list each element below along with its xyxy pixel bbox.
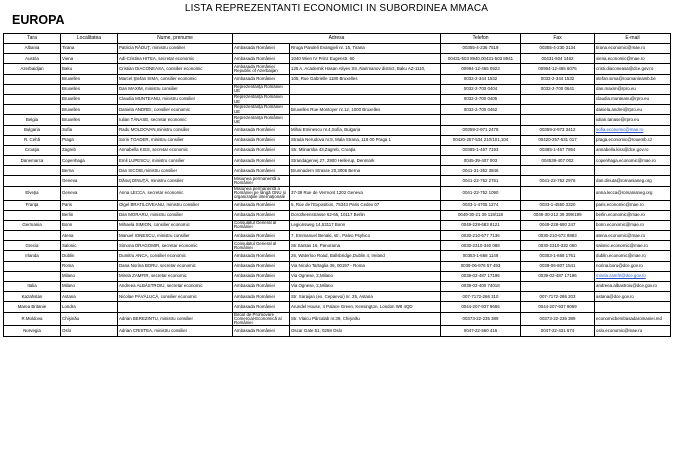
institution-cell: Reprezentanţa României UE xyxy=(233,94,290,104)
fax-cell: 00355-4-230 3134 xyxy=(521,44,595,54)
page-title: LISTA REPREZENTANTI ECONOMICI IN SUBORDINEA MMACA xyxy=(184,3,489,14)
fax-cell: 00431-504 1462 xyxy=(521,54,595,64)
country-cell: Irlanda xyxy=(4,251,61,261)
phone-cell: 0045-39-407 003 xyxy=(441,156,521,166)
city-cell: Bruxelles xyxy=(61,115,118,125)
city-cell: Bruxelles xyxy=(61,94,118,104)
country-cell: Croaţia xyxy=(4,145,61,155)
country-cell: Danemarca xyxy=(4,156,61,166)
fax-cell: 0047-22-431 674 xyxy=(521,326,595,336)
name-cell: Dan MORARU, ministru consilier xyxy=(118,210,233,220)
fax-cell: 007-7172-286 203 xyxy=(521,292,595,302)
name-cell: Manuel IONESCU, ministru consilier xyxy=(118,231,233,241)
city-cell: Atena xyxy=(61,231,118,241)
name-cell: Radu MOLDOVAN,ministru consilier xyxy=(118,125,233,135)
email-cell: iulian.tanase@rpro.eu xyxy=(595,115,671,125)
country-cell: Kazahstan xyxy=(4,292,61,302)
table-row xyxy=(4,54,671,64)
table-row xyxy=(4,176,671,186)
institution-cell: Ambasada României Republic of Azerbaijan xyxy=(233,64,290,74)
institution-cell: Reprezentanţa României UE xyxy=(233,115,290,125)
institution-cell: Ambasada României xyxy=(233,282,290,292)
country-cell xyxy=(4,94,61,104)
city-cell: Bruxelles xyxy=(61,84,118,94)
institution-cell: Misiunea permanentă a României pe lângă ONU şi organizaţiile internaţionale xyxy=(233,186,290,200)
institution-cell: Ambasada României xyxy=(233,135,290,145)
header-localitatea: Localitatea xyxy=(61,34,118,44)
country-cell: Azerbaidjan xyxy=(4,64,61,74)
phone-cell: 00353-1-668 1149 xyxy=(441,251,521,261)
email-cell: economicbembasadaromaniei.md xyxy=(595,312,671,326)
table-row xyxy=(4,64,671,74)
country-cell: Germania xyxy=(4,220,61,230)
phone-cell: 0039-02-487 17196 xyxy=(441,271,521,281)
name-cell: Patricia RĂDUŢ, ministru consilier xyxy=(118,44,233,54)
table-row xyxy=(4,292,671,302)
phone-cell: 0041-31-352 3846 xyxy=(441,166,521,176)
city-cell: Londra xyxy=(61,302,118,312)
institution-cell: Reprezentanţa României UE xyxy=(233,105,290,115)
name-cell: Adrian CRISTEA, ministru consilier xyxy=(118,326,233,336)
city-cell: Tirana xyxy=(61,44,118,54)
institution-cell: Biroul de Promovare Comercial-Economică al României xyxy=(233,312,290,326)
address-cell: Brunnadern Strasse 20,3006 Berna xyxy=(290,166,441,176)
institution-cell: Ambasada României xyxy=(233,200,290,210)
city-cell: Geneva xyxy=(61,176,118,186)
name-cell: Mihaela SIMION, consilier economic xyxy=(118,220,233,230)
phone-cell: 0047-22-560 416 xyxy=(441,326,521,336)
fax-cell: 0041-22-752 2976 xyxy=(521,176,595,186)
address-cell: 26, Waterloo Road, Ballsbridge,Dublin 4, Ireland xyxy=(290,251,441,261)
email-cell: norina.boru@dce.gov.ro xyxy=(595,261,671,271)
city-cell: Milano xyxy=(61,271,118,281)
address-cell: 37-39 Rue de Vermont 1202 Geneva xyxy=(290,186,441,200)
institution-cell: Ambasada României xyxy=(233,44,290,54)
table-header-row xyxy=(4,34,671,44)
table-row xyxy=(4,74,671,84)
fax-cell xyxy=(521,186,595,200)
fax-cell xyxy=(521,166,595,176)
country-cell: R. Cehă xyxy=(4,135,61,145)
address-cell: 7, Emmanuel Benaki, str., Paleo Psyhico xyxy=(290,231,441,241)
phone-cell: 0030-2310-340 088 xyxy=(441,241,521,251)
name-cell: Sorin TOADER, ministru consilier xyxy=(118,135,233,145)
name-cell: Dănuţ DINUŢĂ, ministru consilier xyxy=(118,176,233,186)
address-cell: Via Ognese, 2,Milano xyxy=(290,282,441,292)
fax-cell xyxy=(521,105,595,115)
institution-cell: Ambasada României xyxy=(233,271,290,281)
table-row xyxy=(4,156,671,166)
phone-cell: 00373-22-235 389 xyxy=(441,312,521,326)
table-row xyxy=(4,326,671,336)
table-row xyxy=(4,105,671,115)
country-cell xyxy=(4,166,61,176)
institution-cell: Reprezentanţa României UE xyxy=(233,84,290,94)
city-cell: Milano xyxy=(61,282,118,292)
city-cell: Bruxelles xyxy=(61,105,118,115)
country-cell xyxy=(4,231,61,241)
institution-cell: Ambasada României xyxy=(233,251,290,261)
table-row xyxy=(4,241,671,251)
address-cell xyxy=(290,115,441,125)
country-cell: Franţa xyxy=(4,200,61,210)
institution-cell: Misiunea permanentă a României xyxy=(233,176,290,186)
table-row xyxy=(4,186,671,200)
city-cell: Paris xyxy=(61,200,118,210)
table-row xyxy=(4,210,671,220)
fax-cell: 00359-2-973 3412 xyxy=(521,125,595,135)
address-cell: Via Ognese, 2,Milano xyxy=(290,271,441,281)
name-cell xyxy=(118,302,233,312)
city-cell: Sofia xyxy=(61,125,118,135)
address-cell xyxy=(290,94,441,104)
name-cell: Adi-Cristina HITEA, secretar economic xyxy=(118,54,233,64)
email-cell: dan.dinuta@romanianeg.org xyxy=(595,176,671,186)
fax-cell: 0039-06-807 1541 xyxy=(521,261,595,271)
fax-cell: 0032-2-344 1532 xyxy=(521,74,595,84)
address-cell: Str. Mlinarska 43,Zagreb, Croaţia xyxy=(290,145,441,155)
institution-cell: Ambasada României xyxy=(233,261,290,271)
address-cell: Str. Saraijan (ex. Cepaevoi) nr. 25, Astana xyxy=(290,292,441,302)
institution-cell: Ambasada României xyxy=(233,326,290,336)
address-cell: Bruxelles Rue Montoyer nr.12, 1000 Bruxelles xyxy=(290,105,441,115)
email-cell: berlin.economic@mae.ro xyxy=(595,210,671,220)
email-cell: anna.lecca@romanianeg.org xyxy=(595,186,671,200)
table-row xyxy=(4,115,671,125)
country-cell xyxy=(4,105,61,115)
city-cell: Salonic xyxy=(61,241,118,251)
fax-cell: 00385-1-467 7854 xyxy=(521,145,595,155)
name-cell: Olgel BRATILOVEANU, ministru consilier xyxy=(118,200,233,210)
city-cell: Geneva xyxy=(61,186,118,200)
table-row xyxy=(4,135,671,145)
phone-cell xyxy=(441,115,521,125)
city-cell: Berna xyxy=(61,166,118,176)
phone-cell: 0030-210-677 7136 xyxy=(441,231,521,241)
phone-cell: 0049-228-683 8121 xyxy=(441,220,521,230)
table-row xyxy=(4,125,671,135)
email-cell: claudia.munteanu@rpro.eu xyxy=(595,94,671,104)
country-cell: Belgia xyxy=(4,115,61,125)
header-email: E-mail xyxy=(595,34,671,44)
table-row xyxy=(4,282,671,292)
country-cell: Grecia xyxy=(4,241,61,251)
phone-cell: 0032-2-700 0404 xyxy=(441,84,521,94)
city-cell: Dublin xyxy=(61,251,118,261)
phone-cell: 00385-1-467 7193 xyxy=(441,145,521,155)
table-row xyxy=(4,261,671,271)
address-cell: 105, Rue Gabrielle 1180 Bruxelles xyxy=(290,74,441,84)
country-cell: Norvegia xyxy=(4,326,61,336)
email-cell: salonic.economic@mae.ro xyxy=(595,241,671,251)
email-cell: copenhaga.economic@mae.ro xyxy=(595,156,671,166)
email-cell: dublin.economic@mae.ro xyxy=(595,251,671,261)
country-cell: Marea Britanie xyxy=(4,302,61,312)
country-cell: Bulgaria xyxy=(4,125,61,135)
address-cell: Strada Nerudova nr.5, Mala Strana, 118 00 Praga 1 xyxy=(290,135,441,145)
fax-cell xyxy=(521,94,595,104)
country-cell: Elveţia xyxy=(4,186,61,200)
city-cell: Zagreb xyxy=(61,145,118,155)
email-cell: oslo.economic@mae.ro xyxy=(595,326,671,336)
fax-cell xyxy=(521,282,595,292)
table-row xyxy=(4,44,671,54)
address-cell: Mihai Eminescu nr.4,Sofia, Bulgaria xyxy=(290,125,441,135)
email-cell[interactable]: mirela.zamfir@dce.gov.ro xyxy=(595,271,671,281)
email-cell: andreea.albastroiu@dce.gov.ro xyxy=(595,282,671,292)
fax-cell: 00353-1-668 1761 xyxy=(521,251,595,261)
phone-cell: 00359-2-971 2478 xyxy=(441,125,521,135)
phone-cell: 0044-207-937 9666 xyxy=(441,302,521,312)
table-row xyxy=(4,271,671,281)
email-cell xyxy=(595,302,671,312)
name-cell: Dana Norina BORU, secretar economic xyxy=(118,261,233,271)
name-cell: Nicolae PĂVĂLUCĂ, consilier economic xyxy=(118,292,233,302)
city-cell: Berlin xyxy=(61,210,118,220)
institution-cell: Ambasada României xyxy=(233,156,290,166)
name-cell: Mirela ZAMFIR, secretar economic xyxy=(118,271,233,281)
city-cell: Roma xyxy=(61,261,118,271)
phone-cell: 0033-1-4705 1274 xyxy=(441,200,521,210)
email-cell: annabella.kiss@dce.gov.ro xyxy=(595,145,671,155)
phone-cell: 007-7172-266 310 xyxy=(441,292,521,302)
header-adresa: Adresa xyxy=(233,34,441,44)
header-tara: Tara xyxy=(4,34,61,44)
name-cell: Marcel Ştefan SIMA, consilier economic xyxy=(118,74,233,84)
email-cell: stefan.sima@roumanieamb.be xyxy=(595,74,671,84)
email-cell xyxy=(595,166,671,176)
name-cell: Annabella KISS, secretar economic xyxy=(118,145,233,155)
address-cell xyxy=(290,176,441,186)
country-cell: R.Moldova xyxy=(4,312,61,326)
table-row xyxy=(4,145,671,155)
name-cell: Claudia MUNTEANU, ministru consilier xyxy=(118,94,233,104)
name-cell: Dan SICOIE,ministru consilier xyxy=(118,166,233,176)
institution-cell: Ambasada României xyxy=(233,125,290,135)
institution-cell: Ambasada României xyxy=(233,145,290,155)
name-cell: Simona DRAGOMIR, secretar economic xyxy=(118,241,233,251)
city-cell: Baku xyxy=(61,64,118,74)
table-row xyxy=(4,302,671,312)
name-cell: Iulian TĂNASE, secretar economic xyxy=(118,115,233,125)
name-cell: Dan MAXIM, ministru consilier xyxy=(118,84,233,94)
address-cell: 125 A, Academik Hasan Aliyev Str.,Narimanov district, Baku AZ-1110, xyxy=(290,64,441,74)
name-cell: Anna LECCA, secretar economic xyxy=(118,186,233,200)
email-cell: atena.economic@mae.ro xyxy=(595,231,671,241)
phone-cell: 00355-4-236 7519 xyxy=(441,44,521,54)
institution-cell: Consulatul General al României xyxy=(233,220,290,230)
country-cell xyxy=(4,210,61,220)
name-cell: Cristian DIACONEASA, consilier economic xyxy=(118,64,233,74)
table-row xyxy=(4,200,671,210)
email-cell: cristi.diaconeasa@dce.gov.ro xyxy=(595,64,671,74)
country-cell: Italia xyxy=(4,282,61,292)
phone-cell: 0032-2-700 0405 xyxy=(441,94,521,104)
fax-cell: 0032-2-700 0641 xyxy=(521,84,595,94)
email-cell: praga.economic@rouemb.cz xyxy=(595,135,671,145)
phone-cell: 0032-2-700 0462 xyxy=(441,105,521,115)
city-cell: Chişinău xyxy=(61,312,118,326)
address-cell: Str. Vlaicu Pârcalab nr.39, Chişinău xyxy=(290,312,441,326)
address-cell: Rruga Pandeli Evangjeli nr. 15, Tirana xyxy=(290,44,441,54)
fax-cell: 0030-2310-332 060 xyxy=(521,241,595,251)
phone-cell: 0041-22-752 1090 xyxy=(441,186,521,200)
address-cell: 5, Rue de l'Exposition, 75343 Paris Cedex 07 xyxy=(290,200,441,210)
address-cell xyxy=(290,84,441,94)
city-cell: Praga xyxy=(61,135,118,145)
phone-cell: 00994-12-465 0923 xyxy=(441,64,521,74)
city-cell: Copenhaga xyxy=(61,156,118,166)
country-cell: Albania xyxy=(4,44,61,54)
region-heading: EUROPA xyxy=(12,13,65,27)
country-cell xyxy=(4,74,61,84)
address-cell: Via Nicolo Tartaglia 36, 00197 - Roma xyxy=(290,261,441,271)
fax-cell: 0030-210-672 8883 xyxy=(521,231,595,241)
fax-cell: 0044-207-937 8069 xyxy=(521,302,595,312)
fax-cell: 004539-407 002 xyxy=(521,156,595,166)
phone-cell: 0039-06-976 57 493 xyxy=(441,261,521,271)
institution-cell: Ambasada României xyxy=(233,292,290,302)
table-row xyxy=(4,231,671,241)
address-cell: 1040 Wien IV Prinz Eugenstr. 60 xyxy=(290,54,441,64)
representatives-table xyxy=(3,33,671,337)
name-cell: Adrian BEREZINTU, ministru consilier xyxy=(118,312,233,326)
institution-cell: Ambasada României xyxy=(233,302,290,312)
institution-cell: Ambasada României xyxy=(233,74,290,84)
country-cell xyxy=(4,84,61,94)
email-cell: tirana.economic@mae.ro xyxy=(595,44,671,54)
table-row xyxy=(4,312,671,326)
email-cell: paris.economic@mae.ro xyxy=(595,200,671,210)
city-cell: Oslo xyxy=(61,326,118,336)
fax-cell: 00420-257-531 017 xyxy=(521,135,595,145)
institution-cell: Ambasada României xyxy=(233,166,290,176)
phone-cell: 0049-30-21 39 119/118 xyxy=(441,210,521,220)
country-cell xyxy=(4,271,61,281)
email-cell: dan.maxim@rpro.eu xyxy=(595,84,671,94)
phone-cell: 0041-22-752 2761 xyxy=(441,176,521,186)
fax-cell: 00373-22-235 389 xyxy=(521,312,595,326)
email-cell: viena.economic@mae.ro xyxy=(595,54,671,64)
name-cell: Dumitru ANCA, consilier economic xyxy=(118,251,233,261)
phone-cell: 0032-2-344 1532 xyxy=(441,74,521,84)
email-cell[interactable]: sofia.economic@mae.ro xyxy=(595,125,671,135)
fax-cell: 0049-228-680 247 xyxy=(521,220,595,230)
phone-cell: 00420-257-534 210/101,104 xyxy=(441,135,521,145)
city-cell: Bonn xyxy=(61,220,118,230)
institution-cell: Consulatul General al României xyxy=(233,241,290,251)
header-fax: Fax xyxy=(521,34,595,44)
fax-cell: 00994-12-465 6076 xyxy=(521,64,595,74)
fax-cell: 0033-1-4550 3320 xyxy=(521,200,595,210)
table-row xyxy=(4,251,671,261)
table-row xyxy=(4,220,671,230)
name-cell: Andreea ALBĂSTROIU, secretar economic xyxy=(118,282,233,292)
table-row xyxy=(4,84,671,94)
address-cell: Dorotheenstrasse 62-66, 10117 Berlin xyxy=(290,210,441,220)
country-cell xyxy=(4,176,61,186)
country-cell: Austria xyxy=(4,54,61,64)
name-cell: Daniela ANDREI, consilier economic xyxy=(118,105,233,115)
address-cell: Legionsweg 14,53117 Bonn xyxy=(290,220,441,230)
institution-cell: Ambasada României xyxy=(233,54,290,64)
phone-cell: 00431-503 8940,00431-503 8941 xyxy=(441,54,521,64)
institution-cell: Ambasada României xyxy=(233,231,290,241)
institution-cell: Ambasada României xyxy=(233,210,290,220)
city-cell: Bruxelles xyxy=(61,74,118,84)
address-cell: Arundel House, 4 Palace Green, Kensington, London W8 4QD xyxy=(290,302,441,312)
header-nume: Nume, prenume xyxy=(118,34,233,44)
address-cell: Oscar Gate 51, 0258 Oslo xyxy=(290,326,441,336)
email-cell: daniela.andrei@rpro.eu xyxy=(595,105,671,115)
email-cell: astana@dce.gov.ro xyxy=(595,292,671,302)
fax-cell: 0039-02-487 17196 xyxy=(521,271,595,281)
header-telefon: Telefon xyxy=(441,34,521,44)
country-cell xyxy=(4,261,61,271)
name-cell: Emil LUPESCU, ministru consilier xyxy=(118,156,233,166)
table-row xyxy=(4,94,671,104)
address-cell: Strandagervej 27, 2900 Hellerup, Denmark xyxy=(290,156,441,166)
city-cell: Astana xyxy=(61,292,118,302)
address-cell: Str.Santas 16, Panorama xyxy=(290,241,441,251)
fax-cell xyxy=(521,115,595,125)
email-cell: bonn.economic@mae.ro xyxy=(595,220,671,230)
city-cell: Viena xyxy=(61,54,118,64)
phone-cell: 0039-02-400 74018 xyxy=(441,282,521,292)
table-row xyxy=(4,166,671,176)
fax-cell: 0049-30-212 39 399/199 xyxy=(521,210,595,220)
